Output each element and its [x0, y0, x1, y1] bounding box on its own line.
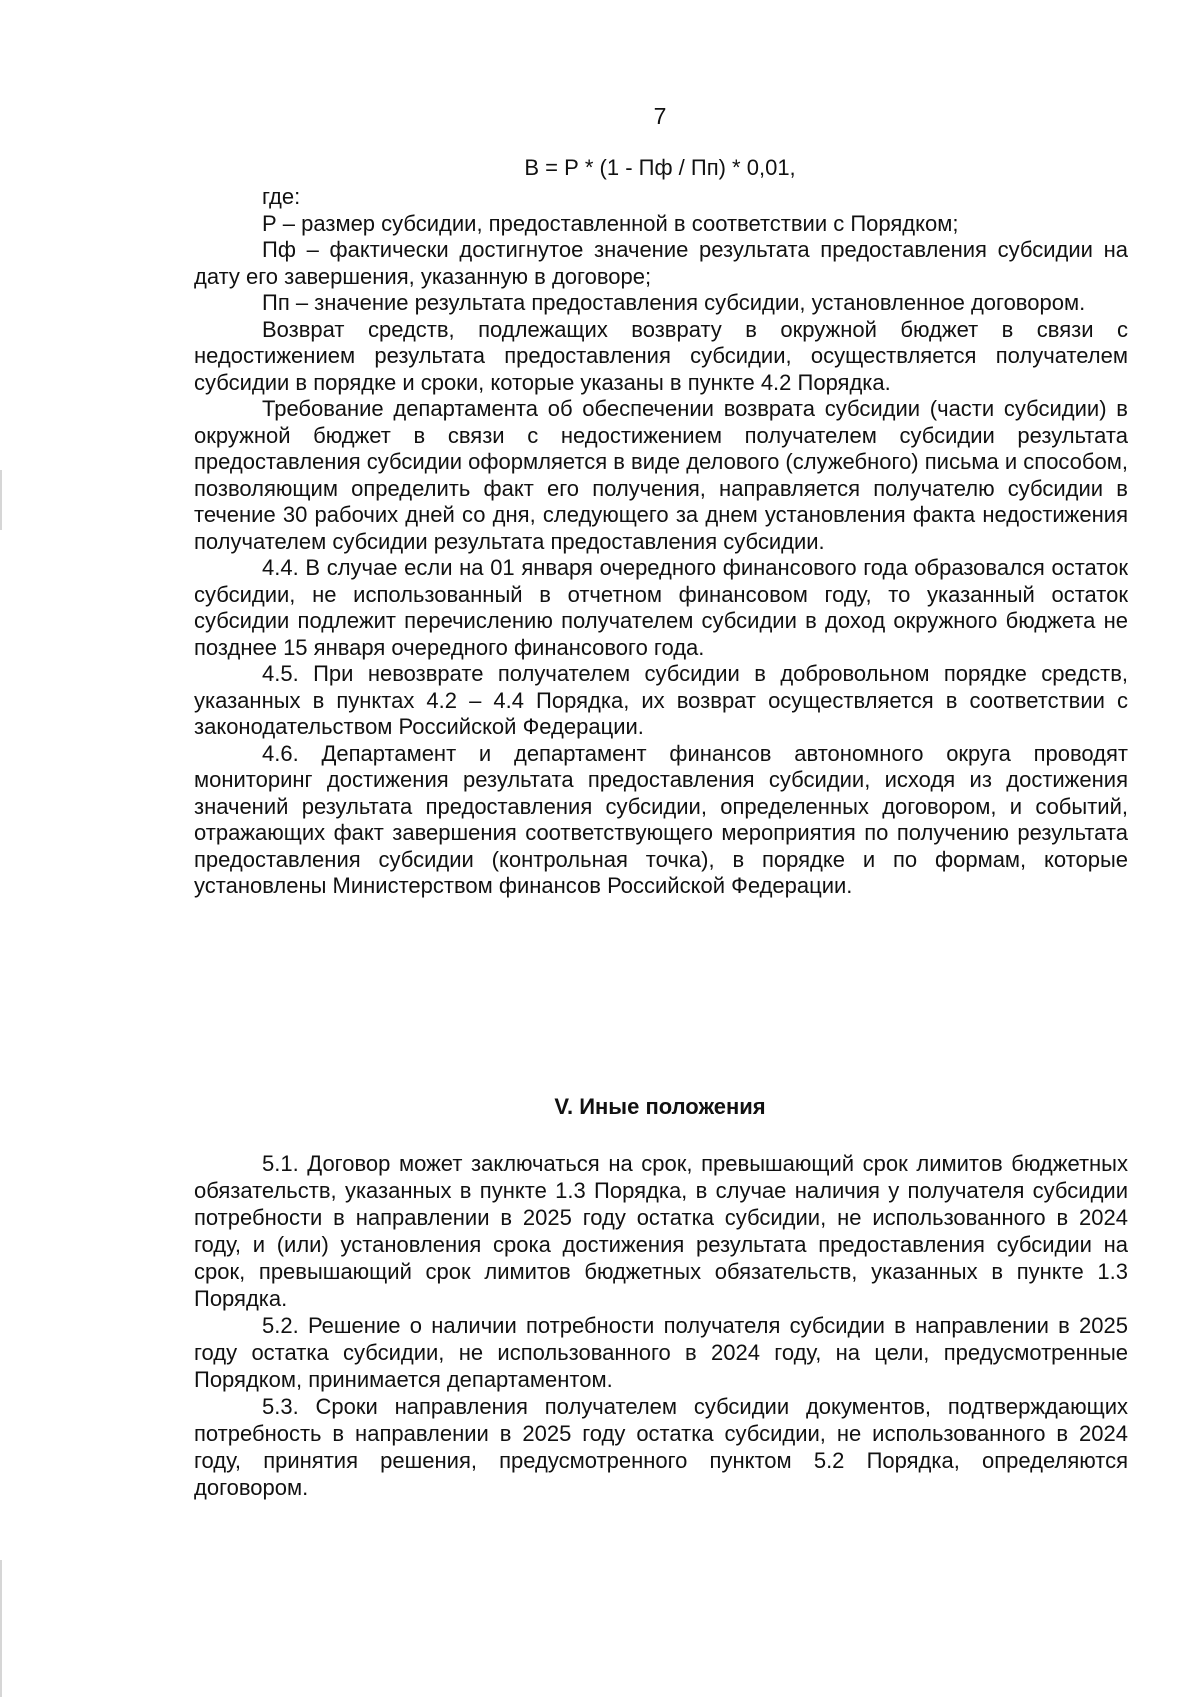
- paragraph-5-3: 5.3. Сроки направления получателем субсидии документов, подтверждающих потребность в направлении в 2025 году остатка субсидии, не использованного в 2024 году, принятия решения, предусмотренного пунктом 5.2 Порядка, определяются договором.: [194, 1394, 1128, 1500]
- section-text: [194, 1150, 1128, 1501]
- paragraph-def-pf: Пф – фактически достигнутое значение результата предоставления субсидии на дату его завершения, указанную в договоре;: [194, 237, 1128, 289]
- paragraph-4-5: 4.5. При невозврате получателем субсидии в добровольном порядке средств, указанных в пунктах 4.2 – 4.4 Порядка, их возврат осуществляется в соответствии с законодательством Российской Федерации.: [194, 661, 1128, 739]
- formula: В = Р * (1 - Пф / Пп) * 0,01,: [524, 155, 796, 180]
- scan-edge-mark: [0, 1560, 2, 1697]
- paragraph-def-pp: Пп – значение результата предоставления субсидии, установленное договором.: [262, 290, 1086, 315]
- paragraph-5-2: 5.2. Решение о наличии потребности получателя субсидии в направлении в 2025 году остатка субсидии, не использованного в 2024 году, на цели, предусмотренные Порядком, принимается департаментом.: [194, 1313, 1128, 1392]
- body-text: [194, 184, 1128, 900]
- paragraph-4-6: 4.6. Департамент и департамент финансов автономного округа проводят мониторинг достижения результата предоставления субсидии, исходя из достижения значений результата предоставления субсидии, определенных договором, и событий, отражающих факт завершения соответствующего мероприятия по получению результата предоставления субсидии (контрольная точка), в порядке и по формам, которые установлены Министерством финансов Российской Федерации.: [194, 740, 1128, 898]
- page-number: 7: [653, 103, 667, 129]
- scan-edge-mark: [0, 470, 2, 530]
- paragraph-4-4: 4.4. В случае если на 01 января очередного финансового года образовался остаток субсидии, не использованный в отчетном финансовом году, то указанный остаток субсидии подлежит перечислению получателем субсидии в доход окружного бюджета не позднее 15 января очередного финансового года.: [194, 555, 1128, 660]
- paragraph-refund: Возврат средств, подлежащих возврату в окружной бюджет в связи с недостижением результата предоставления субсидии, осуществляется получателем субсидии в порядке и сроки, которые указаны в пункте 4.2 Порядка.: [194, 316, 1128, 395]
- paragraph-where: где:: [262, 184, 301, 209]
- paragraph-requirement: Требование департамента об обеспечении возврата субсидии (части субсидии) в окружной бюджет в связи с недостижением получателем субсидии результата предоставления субсидии оформляется в виде делового (служебного) письма и способом, позволяющим определить факт его получения, направляется получателю субсидии в течение 30 рабочих дней со дня, следующего за днем установления факта недостижения получателем субсидии результата предоставления субсидии.: [194, 396, 1128, 554]
- paragraph-5-1: 5.1. Договор может заключаться на срок, превышающий срок лимитов бюджетных обязательств, указанных в пункте 1.3 Порядка, в случае наличия у получателя субсидии потребности в направлении в 2025 году остатка субсидии, не использованного в 2024 году, и (или) установления срока достижения результата предоставления субсидии на срок, превышающий срок лимитов бюджетных обязательств, указанных в пункте 1.3 Порядка.: [194, 1151, 1128, 1311]
- section-heading: V. Иные положения: [554, 1094, 766, 1119]
- paragraph-def-r: Р – размер субсидии, предоставленной в соответствии с Порядком;: [262, 210, 959, 236]
